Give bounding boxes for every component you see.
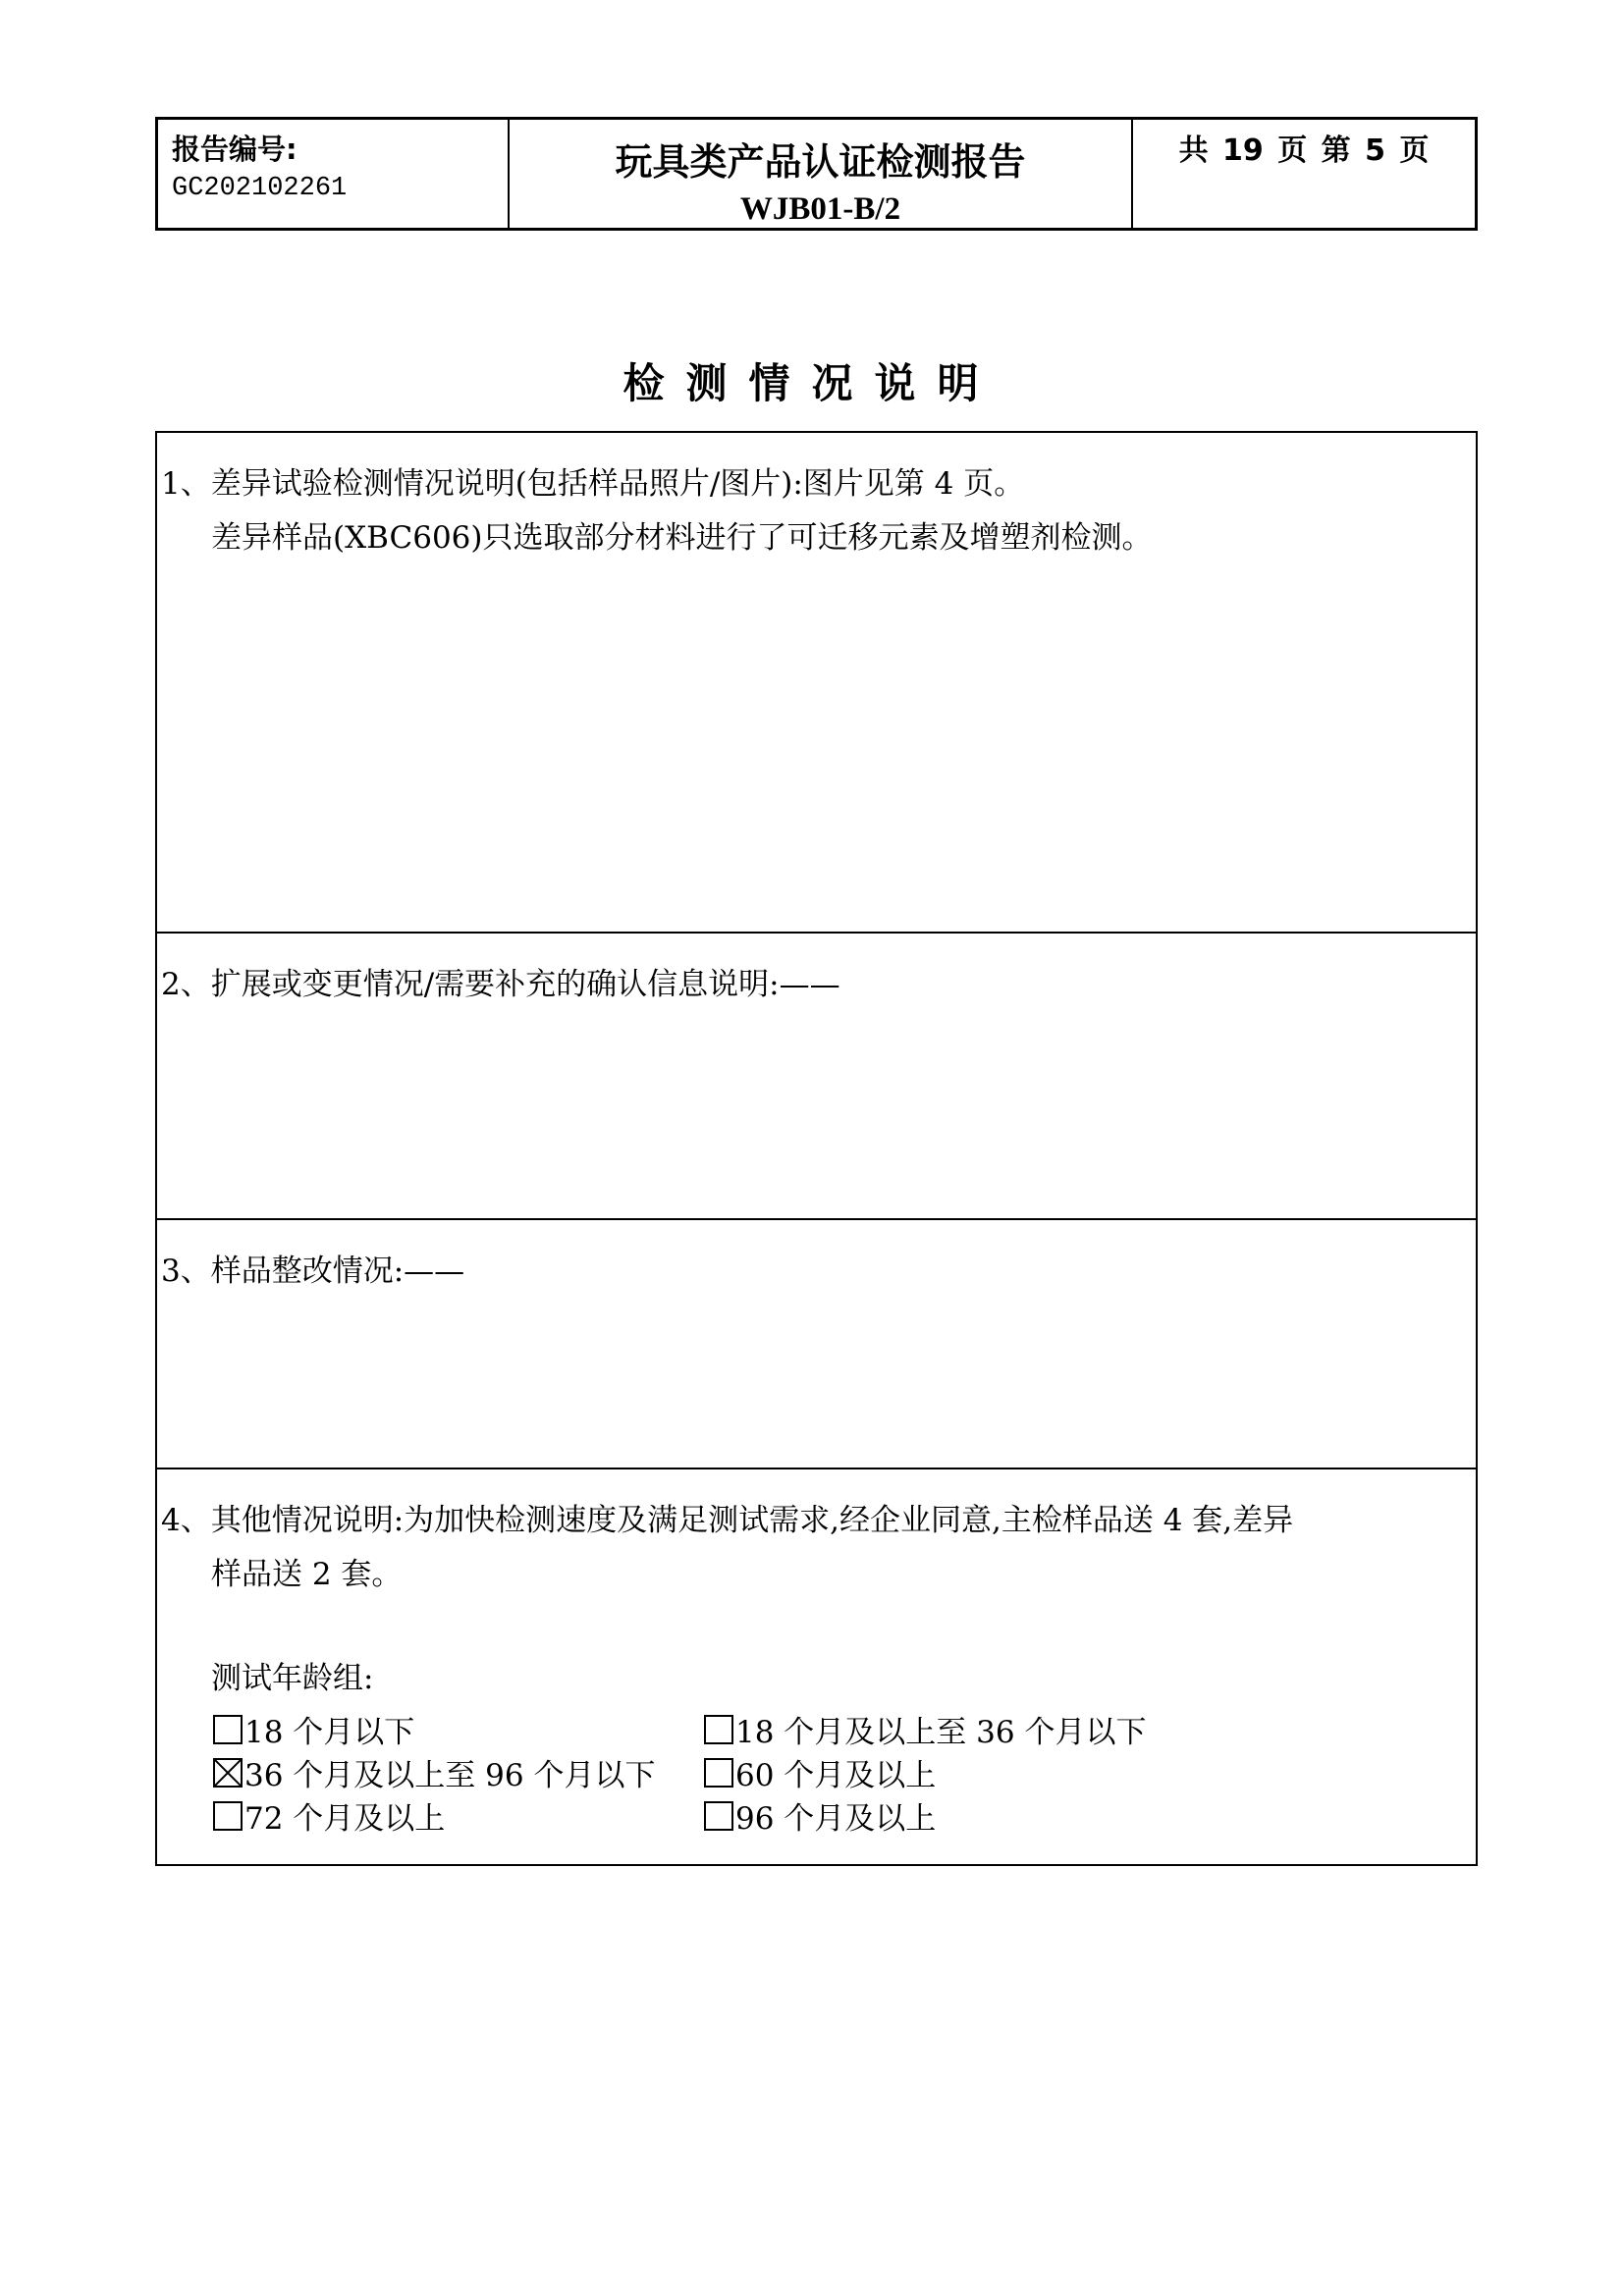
section-title: 检测情况说明 <box>622 359 1001 407</box>
age-option-label: 36 个月及以上至 96 个月以下 <box>244 1758 656 1793</box>
report-number-cell <box>158 120 508 228</box>
note-2-line-1: 2、扩展或变更情况/需要补充的确认信息说明:—— <box>161 967 840 1002</box>
note-row-3 <box>157 1218 1476 1468</box>
report-number-label: 报告编号: <box>172 133 298 166</box>
age-option-label: 72 个月及以上 <box>244 1801 446 1837</box>
checkbox-icon[interactable] <box>704 1801 733 1831</box>
note-row-1 <box>157 433 1476 932</box>
note-row-2 <box>157 932 1476 1218</box>
inspection-notes-table <box>155 431 1478 1866</box>
age-option-label: 18 个月及以上至 36 个月以下 <box>735 1715 1147 1750</box>
report-title: 玩具类产品认证检测报告 <box>615 140 1026 184</box>
page-info-cell <box>1131 120 1475 228</box>
age-option-96m-above[interactable] <box>704 1793 936 1838</box>
note-3-line-1: 3、样品整改情况:—— <box>161 1254 465 1289</box>
age-option-18m-below[interactable] <box>213 1707 414 1751</box>
checkbox-icon[interactable] <box>704 1758 733 1788</box>
report-title-cell <box>508 120 1131 228</box>
age-option-label: 18 个月以下 <box>244 1715 415 1750</box>
note-1-line-2: 差异样品(XBC606)只选取部分材料进行了可迁移元素及增塑剂检测。 <box>211 520 1153 556</box>
checkbox-checked-icon[interactable] <box>213 1758 243 1788</box>
note-4-line-1: 4、其他情况说明:为加快检测速度及满足测试需求,经企业同意,主检样品送 4 套,差异 <box>161 1503 1294 1538</box>
age-option-label: 60 个月及以上 <box>735 1758 937 1793</box>
age-option-18m-36m[interactable] <box>704 1707 1146 1751</box>
report-header <box>155 117 1478 231</box>
note-4-line-2: 样品送 2 套。 <box>211 1557 403 1592</box>
age-option-label: 96 个月及以上 <box>735 1801 937 1837</box>
age-option-72m-above[interactable] <box>213 1793 445 1838</box>
note-row-4 <box>157 1468 1476 1866</box>
age-option-36m-96m[interactable] <box>213 1750 655 1794</box>
report-code: WJB01-B/2 <box>739 191 901 227</box>
page-info: 共 19 页 第 5 页 <box>1178 133 1430 168</box>
report-number: GC202102261 <box>172 174 348 203</box>
checkbox-icon[interactable] <box>213 1801 243 1831</box>
age-group-label: 测试年龄组: <box>211 1661 374 1696</box>
age-option-60m-above[interactable] <box>704 1750 936 1794</box>
checkbox-icon[interactable] <box>213 1715 243 1744</box>
note-1-line-1: 1、差异试验检测情况说明(包括样品照片/图片):图片见第 4 页。 <box>161 466 1025 502</box>
checkbox-icon[interactable] <box>704 1715 733 1744</box>
